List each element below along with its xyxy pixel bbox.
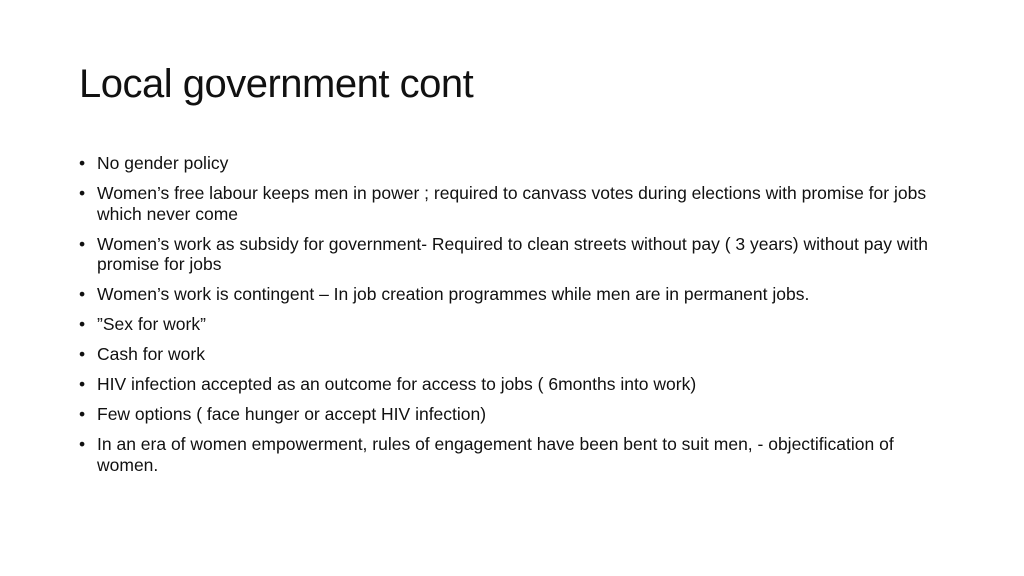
slide-title: Local government cont [79, 62, 474, 106]
bullet-text: Few options ( face hunger or accept HIV infection) [97, 404, 487, 424]
bullet-list [79, 153, 939, 485]
bullet-text: No gender policy [97, 153, 229, 173]
bullet-text: Women’s work as subsidy for government- Required to clean streets without pay ( 3 years) without pay with promise for jobs [97, 233, 928, 274]
list-item [79, 234, 939, 275]
bullet-text: Women’s free labour keeps men in power ; required to canvass votes during elections with promise for jobs which never come [97, 183, 927, 224]
list-item [79, 314, 939, 335]
list-item [79, 374, 939, 395]
bullet-text: Women’s work is contingent – In job creation programmes while men are in permanent jobs. [97, 284, 810, 304]
bullet-icon: • [79, 153, 86, 173]
bullet-icon: • [79, 233, 86, 254]
list-item [79, 284, 939, 305]
bullet-icon: • [79, 404, 86, 424]
bullet-icon: • [79, 374, 86, 394]
list-item [79, 344, 939, 365]
bullet-icon: • [79, 284, 86, 304]
bullet-icon: • [79, 183, 86, 203]
list-item [79, 434, 939, 475]
bullet-text: In an era of women empowerment, rules of engagement have been bent to suit men, - objectification of women. [97, 434, 894, 475]
bullet-text: Cash for work [97, 344, 205, 364]
list-item [79, 183, 939, 224]
bullet-text: HIV infection accepted as an outcome for access to jobs ( 6months into work) [97, 374, 697, 394]
bullet-icon: • [79, 314, 86, 334]
list-item [79, 404, 939, 425]
list-item [79, 153, 939, 174]
bullet-icon: • [79, 434, 86, 454]
bullet-icon: • [79, 344, 86, 364]
bullet-text: ”Sex for work” [97, 314, 206, 334]
